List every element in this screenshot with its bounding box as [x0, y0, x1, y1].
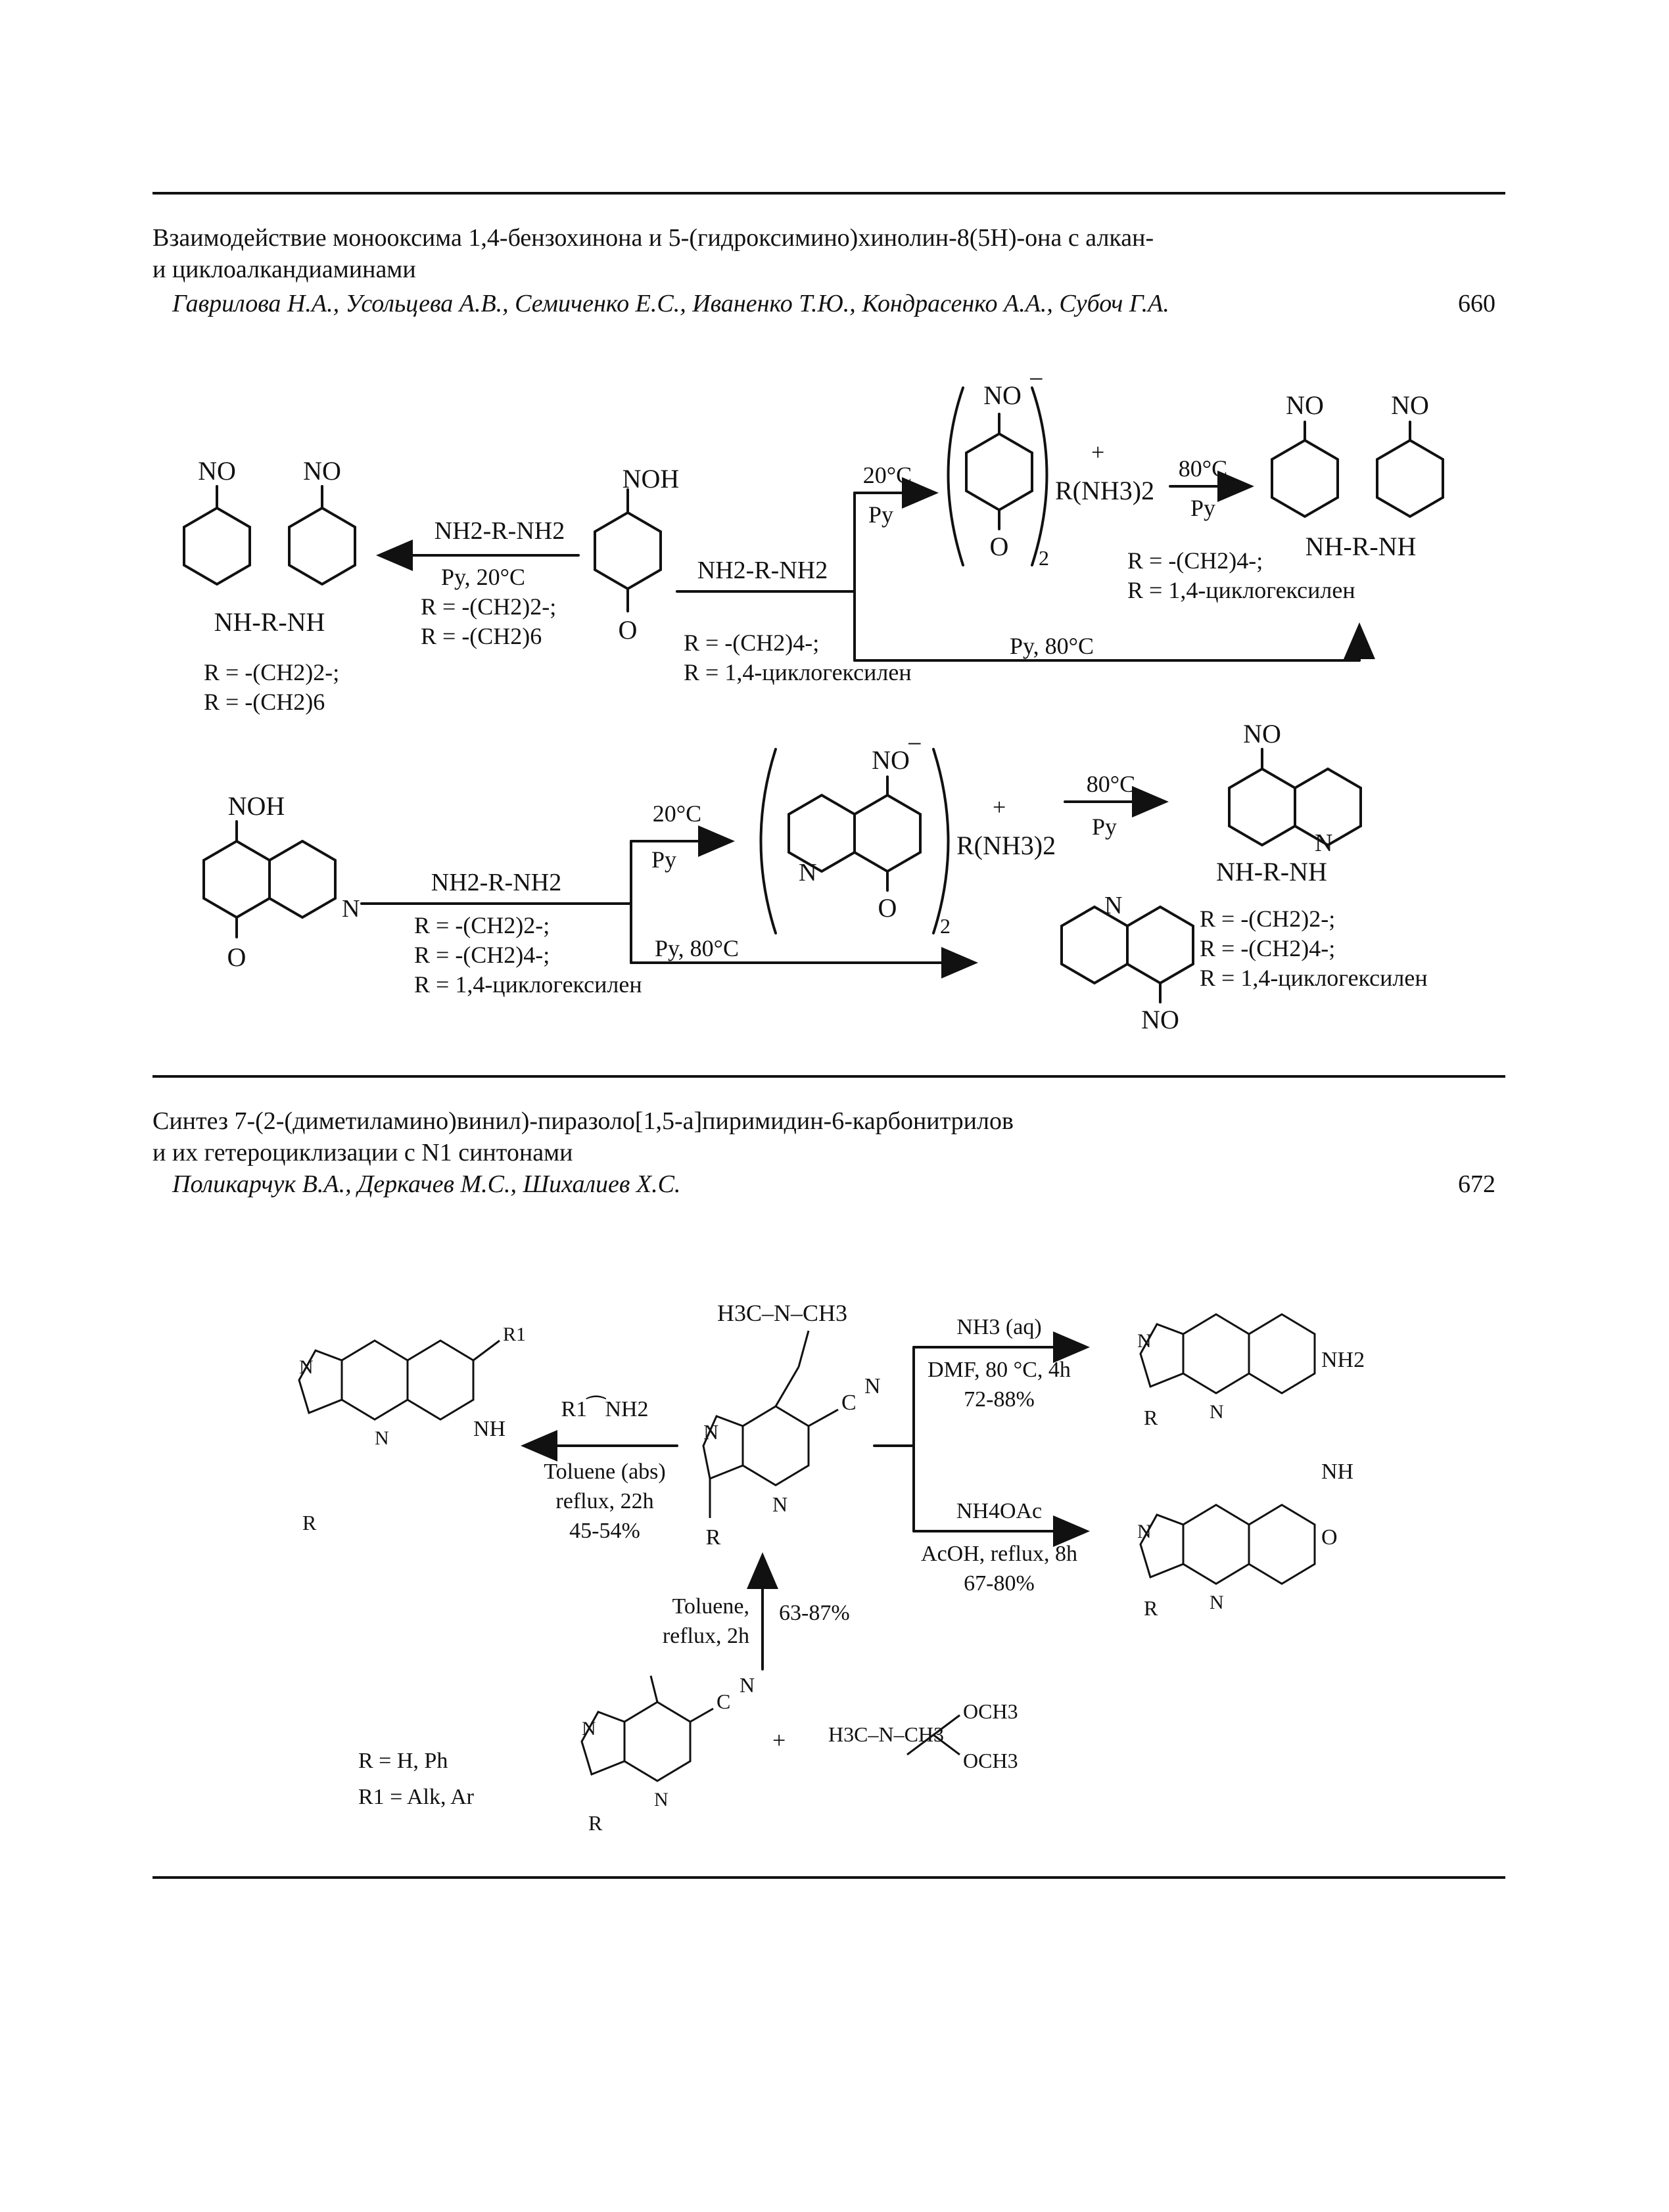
condition-label: Toluene, — [672, 1594, 749, 1619]
condition-label: Toluene (abs) — [544, 1460, 666, 1484]
linker-label: NH-R-NH — [214, 607, 325, 637]
nitrile-c: C — [717, 1690, 731, 1713]
ring-n: N — [772, 1492, 788, 1516]
bis-nitroso-product-right — [1127, 390, 1443, 603]
yield-label: 45-54% — [569, 1519, 640, 1543]
imine-product — [299, 1324, 526, 1534]
condition-label: reflux, 22h — [555, 1489, 654, 1513]
no-label: NO — [983, 380, 1022, 410]
benzoquinone-monooxime — [595, 464, 679, 645]
r-substituent: R — [588, 1811, 603, 1835]
temperature-label: 20°C — [862, 462, 912, 488]
dmf-dma-reagent — [828, 1699, 1018, 1772]
r-substituent: R — [302, 1511, 317, 1534]
r-substituent: R — [1144, 1596, 1158, 1620]
r1-definition: R1 = Alk, Ar — [358, 1785, 474, 1809]
temperature-label: 80°C — [1086, 771, 1136, 797]
solvent-label: Py — [868, 501, 894, 528]
dimethylamino-label: H3C–N–CH3 — [828, 1722, 945, 1746]
ring-n: N — [1210, 1401, 1224, 1423]
article1-title-line2: и циклоалкандиаминами — [153, 256, 416, 283]
r-definition: R = 1,4-циклогексилен — [1200, 965, 1428, 991]
r-definition: R = 1,4-циклогексилен — [414, 971, 642, 998]
ring-n: N — [1315, 829, 1333, 857]
ring-n: N — [375, 1427, 389, 1449]
carbonyl-o: O — [878, 893, 897, 923]
yield-label: 67-80% — [964, 1571, 1035, 1596]
condition-label: reflux, 2h — [662, 1624, 749, 1648]
r-definition: R = 1,4-циклогексилен — [1127, 577, 1355, 603]
article2-title — [153, 1105, 1014, 1168]
yield-label: 63-87% — [779, 1601, 850, 1625]
stoich-subscript: 2 — [1039, 546, 1049, 570]
imine-label: NH — [473, 1417, 506, 1441]
ring-n: N — [1137, 1330, 1152, 1352]
linker-label: NH-R-NH — [1305, 532, 1417, 561]
r-definition: R = -(CH2)6 — [421, 623, 542, 649]
r1-substituent: R1 — [503, 1324, 527, 1345]
r-substituent: R — [705, 1525, 721, 1550]
condition-label: Py, 20°C — [440, 564, 526, 590]
noh-label: NOH — [622, 464, 680, 494]
stoich-subscript: 2 — [940, 914, 951, 938]
condition-label: AcOH, reflux, 8h — [921, 1542, 1077, 1566]
ring-n: N — [799, 859, 817, 887]
no-label: NO — [1391, 390, 1429, 420]
solvent-label: Py — [1190, 495, 1216, 521]
article1-page-number: 660 — [1458, 290, 1495, 317]
middle-rule — [153, 1075, 1505, 1078]
plus-charge: + — [1091, 439, 1105, 465]
r-definition: R = -(CH2)6 — [204, 689, 325, 715]
r-substituent: R — [1144, 1406, 1158, 1429]
yield-label: 72-88% — [964, 1387, 1035, 1412]
bis-nitroso-product-left — [184, 456, 355, 715]
r-definition: R = -(CH2)2-; — [421, 593, 557, 620]
enamine-intermediate — [703, 1300, 881, 1550]
minus-charge: − — [907, 729, 922, 758]
condition-label: Py, 80°C — [1009, 633, 1094, 659]
carbonyl-o: O — [1321, 1525, 1338, 1550]
plus-sign: + — [772, 1727, 786, 1753]
no-label: NO — [303, 456, 341, 486]
ammonium-label: R(NH3)2 — [1055, 476, 1155, 505]
reagent-label: R1⁀NH2 — [561, 1397, 649, 1421]
no-label: NO — [1286, 390, 1324, 420]
r-definition: R = H, Ph — [358, 1749, 448, 1773]
article2-authors: Поликарчук В.А., Деркачев М.С., Шихалиев Х.С. — [172, 1170, 681, 1198]
methoxy-label: OCH3 — [963, 1699, 1018, 1723]
r-definition: R = -(CH2)4-; — [1200, 935, 1336, 961]
nitrosophenolate-salt — [949, 364, 1155, 570]
solvent-label: Py — [651, 846, 677, 873]
nitrile-c: C — [841, 1391, 857, 1415]
r-definition: R = -(CH2)4-; — [1127, 547, 1263, 574]
amino-label: NH2 — [1321, 1348, 1365, 1372]
top-rule — [153, 192, 1505, 195]
r-definition: R = -(CH2)2-; — [414, 912, 550, 938]
article2-page-number: 672 — [1458, 1170, 1495, 1198]
quinoline-salt — [761, 729, 1056, 938]
r-definition: R = -(CH2)4-; — [414, 942, 550, 968]
temperature-label: 80°C — [1178, 455, 1228, 482]
minus-charge: − — [1029, 364, 1044, 394]
reagent-label: NH2-R-NH2 — [434, 517, 565, 545]
r-definition: R = -(CH2)4-; — [684, 630, 820, 656]
ammonium-label: R(NH3)2 — [956, 831, 1056, 860]
reagent-label: NH4OAc — [956, 1499, 1043, 1523]
ring-n: N — [654, 1789, 669, 1810]
article2-title-line2: и их гетероциклизации с N1 синтонами — [153, 1139, 573, 1166]
bis-quinoline-product — [1062, 719, 1428, 1034]
plus-charge: + — [993, 794, 1006, 820]
reagent-label: NH3 (aq) — [956, 1315, 1042, 1339]
no-label: NO — [872, 745, 910, 775]
ring-n: N — [342, 895, 360, 923]
amino-product — [1137, 1314, 1365, 1429]
ring-n: N — [1104, 892, 1123, 919]
r-definition: R = -(CH2)2-; — [1200, 906, 1336, 932]
starting-pyrazolopyrimidine — [582, 1673, 755, 1835]
r-definition: R = -(CH2)2-; — [204, 659, 340, 685]
article2-title-line1: Синтез 7-(2-(диметиламино)винил)-пиразоло[1,5-a]пиримидин-6-карбонитрилов — [153, 1107, 1014, 1135]
ring-n: N — [1137, 1521, 1152, 1542]
ring-n: N — [1210, 1592, 1224, 1613]
scheme2 — [0, 1268, 1669, 1860]
linker-label: NH-R-NH — [1216, 857, 1327, 887]
r-definition: R = 1,4-циклогексилен — [684, 659, 912, 685]
dimethylamino-label: H3C–N–CH3 — [717, 1300, 848, 1326]
article1-title-line1: Взаимодействие монооксима 1,4-бензохинона и 5-(гидроксимино)хинолин-8(5H)-она с алкан- — [153, 224, 1154, 252]
reagent-label: NH2-R-NH2 — [431, 869, 562, 896]
scheme1 — [0, 364, 1669, 1065]
nitrile-n: N — [864, 1374, 881, 1398]
temperature-label: 20°C — [652, 800, 702, 827]
condition-label: DMF, 80 °C, 4h — [928, 1358, 1071, 1382]
no-label: NO — [1243, 719, 1281, 749]
lactam-product — [1137, 1460, 1353, 1620]
solvent-label: Py — [1091, 814, 1117, 840]
methoxy-label: OCH3 — [963, 1749, 1018, 1772]
article1-title — [153, 222, 1154, 285]
article1-authors: Гаврилова Н.А., Усольцева А.В., Семиченко Е.С., Иваненко Т.Ю., Кондрасенко А.А., Субоч Г.А. — [172, 290, 1169, 317]
ring-n: N — [582, 1718, 596, 1740]
ring-n: N — [703, 1420, 719, 1444]
nitrile-n: N — [740, 1673, 755, 1697]
reagent-label: NH2-R-NH2 — [697, 557, 828, 584]
carbonyl-o: O — [618, 615, 638, 645]
carbonyl-o: O — [989, 532, 1009, 561]
carbonyl-o: O — [227, 942, 247, 972]
no-label: NO — [198, 456, 236, 486]
condition-label: Py, 80°C — [654, 935, 740, 961]
noh-label: NOH — [227, 791, 285, 821]
nh-label: NH — [1321, 1460, 1354, 1484]
no-label: NO — [1141, 1005, 1179, 1034]
bottom-rule — [153, 1876, 1505, 1879]
quinoline-oxime — [204, 791, 360, 972]
ring-n: N — [299, 1356, 314, 1378]
